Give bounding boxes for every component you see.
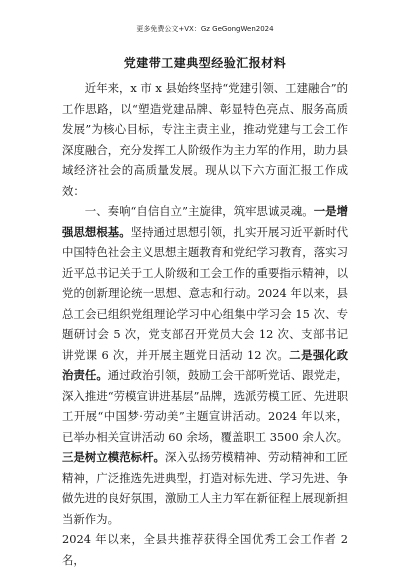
point-2-lead: 二是 (289, 347, 313, 362)
intro-paragraph: 近年来，x 市 x 县始终坚持“党建引领、工建融合”的工作思路，以“塑造党建品牌、彰显特色亮点、服务高质发展”为核心目标，专注主责主业，推动党建与工会工作深度融合，充分发挥工人阶级作为主力军的作用，助力县域经济社会的高质量发展。现从以下六方面汇报工作成效： (62, 81, 348, 198)
point-1-text: 坚持通过思想引领，扎实开展习近平新时代中国特色社会主义思想主题教育和党纪学习教育，落实习近平总书记关于工人阶级和工会工作的重要指示精神，以党的创新理论统一思想、意志和行动。2024 年以来，县总工会已组织党组理论学习中心组集中学习会 15 次、专题研讨会 5 次，党支部召开党员大会 12 次、支部书记讲党课 6 次，并开展主题党日活动 12 次。 (62, 224, 348, 362)
section-heading: 一、奏响“自信自立”主旋律，筑牢思诚灵魂。 (84, 204, 314, 218)
document-title: 党建带工建典型经验汇报材料 (123, 56, 287, 70)
point-1-lead: 一是 (313, 204, 337, 218)
point-1-title: 增强思想根基。 (62, 204, 348, 239)
section-paragraph-1 (62, 201, 348, 529)
point-3-text: 深入弘扬劳模精神、劳动精神和工匠精神，广泛推选先进典型，打造对标先进、学习先进、争做先进的良好氛围，激励工人主力军在新征程上展现新担当新作为。 (62, 450, 348, 526)
paragraph-continuation: 2024 年以来，全县共推荐获得全国优秀工会工作者 2 名， (62, 532, 348, 567)
header-note: 更多免费公文+VX：Gz GeGongWen2024 (136, 25, 274, 33)
document-body (62, 78, 348, 570)
point-3-title: 树立模范标杆。 (84, 450, 165, 464)
point-2-text: 通过政治引领，鼓励工会干部听党话、跟党走，深入推进“劳模宣讲进基层”品牌，选派劳模工匠、先进职工开展“中国梦·劳动美”主题宣讲活动。2024 年以来，已举办相关宣讲活动 60 余场，覆盖职工 3500 余人次。 (62, 368, 348, 444)
point-3-lead: 三是 (62, 450, 85, 464)
point-2-title: 强化政治责任。 (62, 347, 348, 382)
